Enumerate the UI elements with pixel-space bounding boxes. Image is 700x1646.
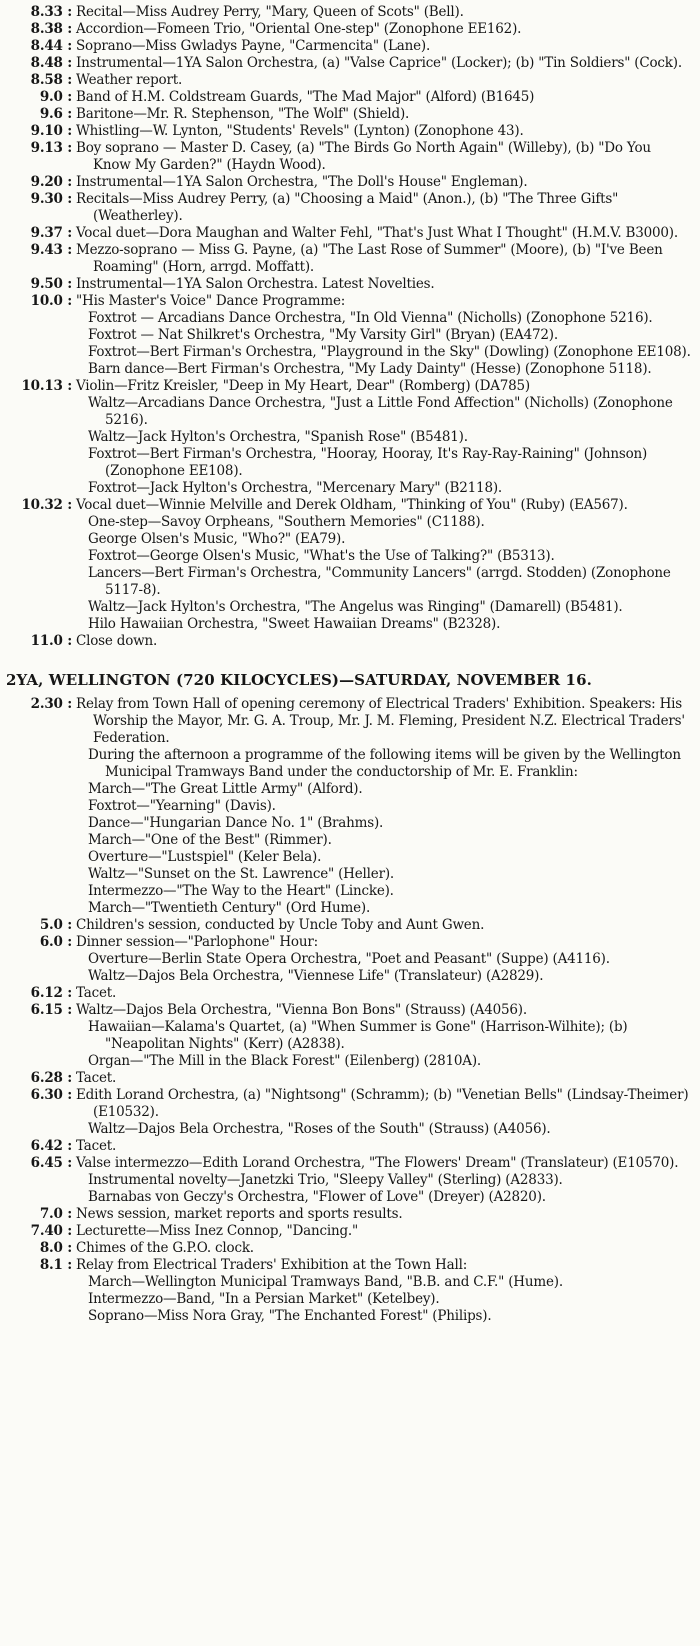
entry-time: 9.37 :: [30, 225, 72, 241]
programme-item: Lancers—Bert Firman's Orchestra, "Community Lancers" (arrgd. Stodden) (Zonophone 5117-8).: [88, 565, 671, 598]
programme-item: March—Wellington Municipal Tramways Band, "B.B. and C.F." (Hume).: [88, 1274, 563, 1290]
entry-body: [72, 1240, 692, 1257]
entry-body: [72, 21, 692, 38]
programme-item: Waltz—Arcadians Dance Orchestra, "Just a Little Fond Affection" (Nicholls) (Zonophone 5216).: [88, 395, 673, 428]
programme-item: Intermezzo—Band, "In a Persian Market" (Ketelbey).: [88, 1291, 440, 1307]
entry-body: [72, 985, 692, 1002]
entry-time: 10.0 :: [30, 293, 72, 309]
programme-item: George Olsen's Music, "Who?" (EA79).: [88, 531, 346, 547]
entry-time: 9.0 :: [39, 89, 72, 105]
programme-item: Vocal duet—Winnie Melville and Derek Oldham, "Thinking of You" (Ruby) (EA567).: [76, 497, 628, 513]
entry-body: [72, 1002, 692, 1070]
programme-item: Close down.: [76, 633, 158, 649]
entry-time: 9.13 :: [30, 140, 72, 156]
programme-item: March—"Twentieth Century" (Ord Hume).: [88, 900, 371, 916]
programme-entry: [6, 934, 692, 985]
programme-item: Tacet.: [76, 1070, 117, 1086]
entry-body: [72, 225, 692, 242]
programme-item: Waltz—Dajos Bela Orchestra, "Viennese Life" (Translateur) (A2829).: [88, 968, 544, 984]
programme-entry: [6, 89, 692, 106]
entry-time: 6.12 :: [30, 985, 72, 1001]
programme-section-2ya: [6, 696, 692, 1325]
programme-entry: [6, 242, 692, 276]
newspaper-page: [6, 0, 692, 1325]
entry-time: 8.48 :: [30, 55, 72, 71]
programme-entry: [6, 378, 692, 497]
programme-item: Relay from Town Hall of opening ceremony of Electrical Traders' Exhibition. Speakers: His Worship the Mayor, Mr. G. A. Troup, Mr. J. M. Fleming, President N.Z. Electrical Traders' Federation.: [76, 696, 685, 746]
entry-body: [72, 140, 692, 174]
programme-item: Soprano—Miss Gwladys Payne, "Carmencita" (Lane).: [76, 38, 431, 54]
programme-item: Barn dance—Bert Firman's Orchestra, "My Lady Dainty" (Hesse) (Zonophone 5118).: [88, 361, 652, 377]
programme-entry: [6, 1070, 692, 1087]
entry-body: [72, 89, 692, 106]
programme-item: Intermezzo—"The Way to the Heart" (Lincke).: [88, 883, 394, 899]
programme-item: Soprano—Miss Nora Gray, "The Enchanted Forest" (Philips).: [88, 1308, 492, 1324]
entry-time: 8.0 :: [39, 1240, 72, 1256]
programme-entry: [6, 4, 692, 21]
entry-time: 9.30 :: [30, 191, 72, 207]
entry-time: 6.42 :: [30, 1138, 72, 1154]
entry-time: 9.20 :: [30, 174, 72, 190]
entry-body: [72, 934, 692, 985]
entry-body: [72, 1087, 692, 1138]
entry-body: [72, 106, 692, 123]
programme-entry: [6, 497, 692, 633]
entry-body: [72, 378, 692, 497]
programme-item: Whistling—W. Lynton, "Students' Revels" (Lynton) (Zonophone 43).: [76, 123, 524, 139]
entry-time: 9.50 :: [30, 276, 72, 292]
programme-entry: [6, 1155, 692, 1206]
programme-item: Recitals—Miss Audrey Perry, (a) "Choosing a Maid" (Anon.), (b) "The Three Gifts" (Weatherley).: [76, 191, 619, 224]
programme-section-1ya: [6, 4, 692, 650]
programme-entry: [6, 55, 692, 72]
programme-item: Vocal duet—Dora Maughan and Walter Fehl, "That's Just What I Thought" (H.M.V. B3000).: [76, 225, 678, 241]
entry-body: [72, 55, 692, 72]
entry-body: [72, 1070, 692, 1087]
programme-item: Foxtrot—Bert Firman's Orchestra, "Playground in the Sky" (Dowling) (Zonophone EE108).: [88, 344, 691, 360]
programme-entry: [6, 1087, 692, 1138]
programme-entry: [6, 123, 692, 140]
entry-body: [72, 1223, 692, 1240]
programme-entry: [6, 225, 692, 242]
programme-item: Children's session, conducted by Uncle Toby and Aunt Gwen.: [76, 917, 485, 933]
programme-entry: [6, 985, 692, 1002]
programme-item: Relay from Electrical Traders' Exhibition at the Town Hall:: [76, 1257, 468, 1273]
programme-item: Violin—Fritz Kreisler, "Deep in My Heart, Dear" (Romberg) (DA785): [76, 378, 530, 394]
entry-time: 6.30 :: [30, 1087, 72, 1103]
programme-item: "His Master's Voice" Dance Programme:: [76, 293, 346, 309]
programme-entry: [6, 1223, 692, 1240]
programme-entry: [6, 1240, 692, 1257]
programme-entry: [6, 633, 692, 650]
entry-time: 10.13 :: [21, 378, 72, 394]
entry-body: [72, 1257, 692, 1325]
entry-time: 6.45 :: [30, 1155, 72, 1171]
entry-body: [72, 917, 692, 934]
programme-item: Foxtrot—"Yearning" (Davis).: [88, 798, 276, 814]
programme-item: Lecturette—Miss Inez Connop, "Dancing.": [76, 1223, 359, 1239]
programme-item: Instrumental novelty—Janetzki Trio, "Sleepy Valley" (Sterling) (A2833).: [88, 1172, 563, 1188]
programme-entry: [6, 174, 692, 191]
entry-body: [72, 276, 692, 293]
programme-item: Dinner session—"Parlophone" Hour:: [76, 934, 318, 950]
programme-entry: [6, 72, 692, 89]
entry-time: 8.1 :: [39, 1257, 72, 1273]
programme-entry: [6, 293, 692, 378]
entry-body: [72, 242, 692, 276]
programme-item: Foxtrot—Bert Firman's Orchestra, "Hooray, Hooray, It's Ray-Ray-Raining" (Johnson) (Zonophone EE108).: [88, 446, 648, 479]
programme-item: Foxtrot — Nat Shilkret's Orchestra, "My Varsity Girl" (Bryan) (EA472).: [88, 327, 558, 343]
programme-item: Accordion—Fomeen Trio, "Oriental One-step" (Zonophone EE162).: [76, 21, 522, 37]
entry-body: [72, 633, 692, 650]
entry-time: 8.44 :: [30, 38, 72, 54]
programme-item: Weather report.: [76, 72, 183, 88]
programme-item: Foxtrot—George Olsen's Music, "What's the Use of Talking?" (B5313).: [88, 548, 555, 564]
entry-time: 9.10 :: [30, 123, 72, 139]
entry-time: 7.40 :: [30, 1223, 72, 1239]
programme-item: Overture—Berlin State Opera Orchestra, "Poet and Peasant" (Suppe) (A4116).: [88, 951, 610, 967]
programme-item: Baritone—Mr. R. Stephenson, "The Wolf" (Shield).: [76, 106, 410, 122]
programme-item: Dance—"Hungarian Dance No. 1" (Brahms).: [88, 815, 384, 831]
programme-item: Hawaiian—Kalama's Quartet, (a) "When Summer is Gone" (Harrison-Wilhite); (b) "Neapolitan Nights" (Kerr) (A2838).: [88, 1019, 628, 1052]
programme-entry: [6, 191, 692, 225]
programme-entry: [6, 1257, 692, 1325]
programme-item: Waltz—Dajos Bela Orchestra, "Roses of the South" (Strauss) (A4056).: [88, 1121, 551, 1137]
programme-entry: [6, 696, 692, 917]
programme-item: Waltz—Dajos Bela Orchestra, "Vienna Bon Bons" (Strauss) (A4056).: [76, 1002, 527, 1018]
programme-entry: [6, 106, 692, 123]
entry-time: 7.0 :: [39, 1206, 72, 1222]
entry-time: 6.15 :: [30, 1002, 72, 1018]
entry-body: [72, 72, 692, 89]
programme-item: Boy soprano — Master D. Casey, (a) "The Birds Go North Again" (Willeby), (b) "Do You Know My Garden?" (Haydn Wood).: [76, 140, 651, 173]
entry-body: [72, 174, 692, 191]
programme-item: Mezzo-soprano — Miss G. Payne, (a) "The Last Rose of Summer" (Moore), (b) "I've Been Roaming" (Horn, arrgd. Moffatt).: [76, 242, 663, 275]
programme-item: Barnabas von Geczy's Orchestra, "Flower of Love" (Dreyer) (A2820).: [88, 1189, 546, 1205]
entry-time: 6.0 :: [39, 934, 72, 950]
station-heading: 2YA, WELLINGTON (720 KILOCYCLES)—SATURDAY, NOVEMBER 16.: [6, 671, 592, 689]
programme-item: Overture—"Lustspiel" (Keler Bela).: [88, 849, 322, 865]
entry-body: [72, 696, 692, 917]
entry-body: [72, 191, 692, 225]
entry-time: 9.43 :: [30, 242, 72, 258]
programme-item: Waltz—Jack Hylton's Orchestra, "The Angelus was Ringing" (Damarell) (B5481).: [88, 599, 623, 615]
programme-item: News session, market reports and sports results.: [76, 1206, 403, 1222]
programme-entry: [6, 21, 692, 38]
entry-time: 9.6 :: [39, 106, 72, 122]
programme-entry: [6, 140, 692, 174]
programme-entry: [6, 1138, 692, 1155]
programme-item: Band of H.M. Coldstream Guards, "The Mad Major" (Alford) (B1645): [76, 89, 535, 105]
programme-item: Waltz—Jack Hylton's Orchestra, "Spanish Rose" (B5481).: [88, 429, 468, 445]
entry-time: 10.32 :: [21, 497, 72, 513]
entry-time: 6.28 :: [30, 1070, 72, 1086]
programme-entry: [6, 1206, 692, 1223]
programme-entry: [6, 38, 692, 55]
programme-item: Recital—Miss Audrey Perry, "Mary, Queen of Scots" (Bell).: [76, 4, 464, 20]
entry-time: 2.30 :: [30, 696, 72, 712]
programme-item: Hilo Hawaiian Orchestra, "Sweet Hawaiian Dreams" (B2328).: [88, 616, 501, 632]
programme-item: Organ—"The Mill in the Black Forest" (Eilenberg) (2810A).: [88, 1053, 481, 1069]
entry-body: [72, 123, 692, 140]
programme-entry: [6, 1002, 692, 1070]
programme-item: Tacet.: [76, 1138, 117, 1154]
entry-body: [72, 38, 692, 55]
programme-item: One-step—Savoy Orpheans, "Southern Memories" (C1188).: [88, 514, 485, 530]
programme-item: March—"One of the Best" (Rimmer).: [88, 832, 332, 848]
programme-entry: [6, 917, 692, 934]
programme-item: Instrumental—1YA Salon Orchestra. Latest Novelties.: [76, 276, 435, 292]
programme-item: Waltz—"Sunset on the St. Lawrence" (Heller).: [88, 866, 394, 882]
entry-time: 5.0 :: [39, 917, 72, 933]
programme-item: During the afternoon a programme of the following items will be given by the Wellington Municipal Tramways Band under the conductorship of Mr. E. Franklin:: [88, 747, 681, 780]
programme-item: Valse intermezzo—Edith Lorand Orchestra, "The Flowers' Dream" (Translateur) (E10570).: [76, 1155, 679, 1171]
programme-item: Chimes of the G.P.O. clock.: [76, 1240, 254, 1256]
entry-body: [72, 4, 692, 21]
entry-time: 8.58 :: [30, 72, 72, 88]
programme-item: March—"The Great Little Army" (Alford).: [88, 781, 363, 797]
entry-body: [72, 293, 692, 378]
programme-item: Foxtrot — Arcadians Dance Orchestra, "In Old Vienna" (Nicholls) (Zonophone 5216).: [88, 310, 653, 326]
entry-body: [72, 497, 692, 633]
programme-item: Foxtrot—Jack Hylton's Orchestra, "Mercenary Mary" (B2118).: [88, 480, 502, 496]
entry-body: [72, 1206, 692, 1223]
programme-item: Edith Lorand Orchestra, (a) "Nightsong" (Schramm); (b) "Venetian Bells" (Lindsay-Theimer) (E10532).: [76, 1087, 689, 1120]
entry-time: 8.38 :: [30, 21, 72, 37]
programme-item: Instrumental—1YA Salon Orchestra, "The Doll's House" Engleman).: [76, 174, 528, 190]
programme-entry: [6, 276, 692, 293]
entry-time: 11.0 :: [30, 633, 72, 649]
entry-body: [72, 1155, 692, 1206]
entry-time: 8.33 :: [30, 4, 72, 20]
programme-item: Instrumental—1YA Salon Orchestra, (a) "Valse Caprice" (Locker); (b) "Tin Soldiers" (Cock).: [76, 55, 682, 71]
programme-item: Tacet.: [76, 985, 117, 1001]
entry-body: [72, 1138, 692, 1155]
